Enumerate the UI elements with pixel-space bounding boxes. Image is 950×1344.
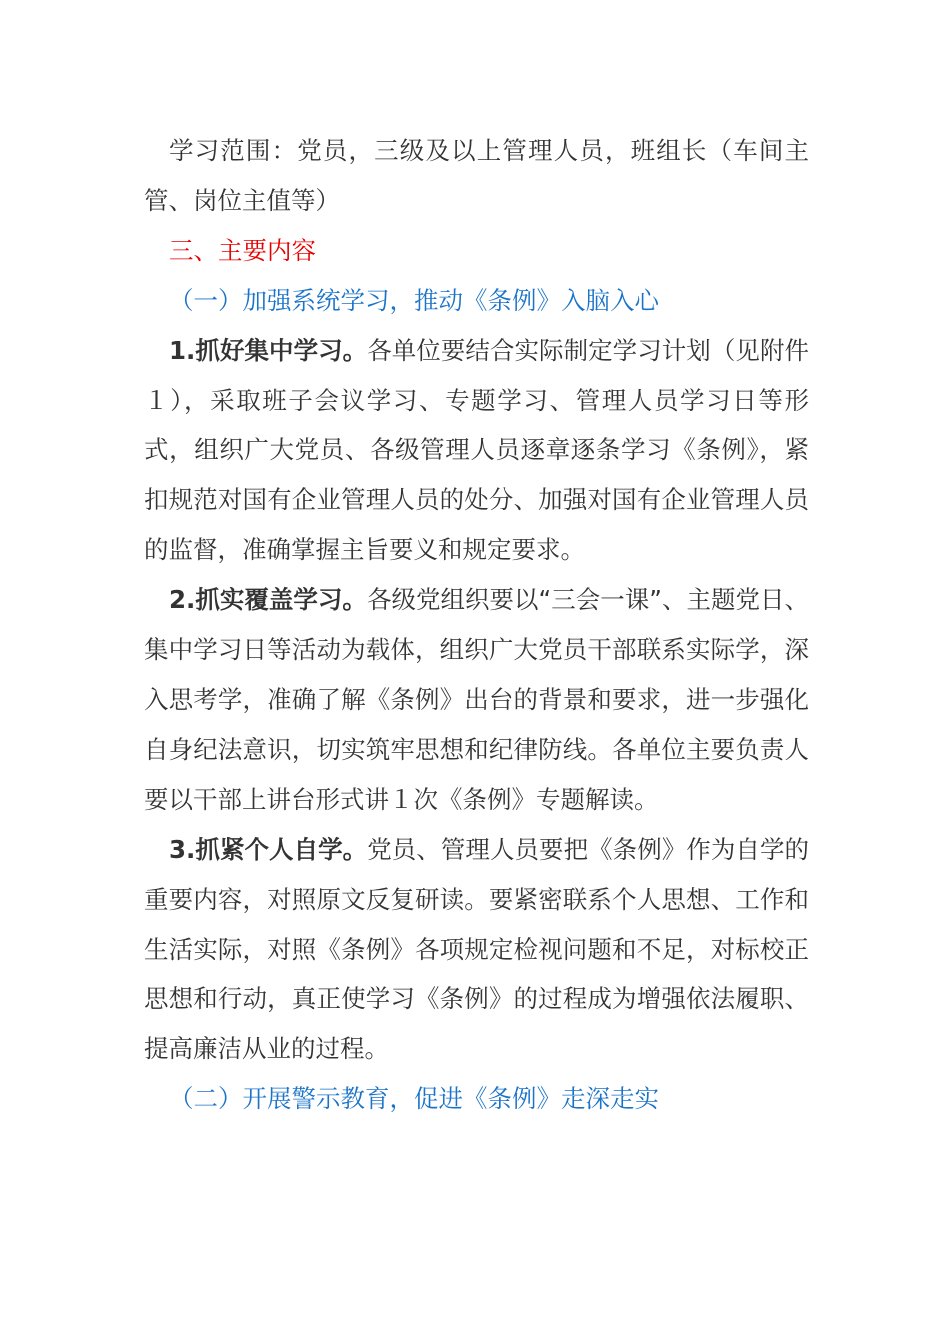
item-2-paragraph [144, 575, 809, 825]
item-3-body: 党员、管理人员要把《条例》作为自学的重要内容，对照原文反复研读。要紧密联系个人思想、工作和生活实际，对照《条例》各项规定检视问题和不足，对标校正思想和行动，真正使学习《条例》的过程成为增强依法履职、提高廉洁从业的过程。 [144, 834, 809, 1064]
item-3-paragraph [144, 825, 809, 1075]
document-body [144, 126, 809, 1124]
item-1-body: 各单位要结合实际制定学习计划（见附件１），采取班子会议学习、专题学习、管理人员学习日等形式，组织广大党员、各级管理人员逐章逐条学习《条例》，紧扣规范对国有企业管理人员的处分、加强对国有企业管理人员的监督，准确掌握主旨要义和规定要求。 [144, 335, 809, 565]
subheading-warning-education: （二）开展警示教育，促进《条例》走深走实 [169, 1084, 659, 1114]
item-2-lead: 2.抓实覆盖学习。 [169, 585, 367, 615]
section-heading-main-content: 三、主要内容 [169, 235, 316, 265]
item-1-lead: 1.抓好集中学习。 [169, 335, 368, 365]
subheading-systematic-study: （一）加强系统学习，推动《条例》入脑入心 [169, 285, 659, 315]
item-1-paragraph [144, 326, 809, 576]
study-scope-paragraph: 学习范围：党员，三级及以上管理人员，班组长（车间主管、岗位主值等） [144, 136, 809, 215]
item-2-body: 各级党组织要以“三会一课”、主题党日、集中学习日等活动为载体，组织广大党员干部联系实际学，深入思考学，准确了解《条例》出台的背景和要求，进一步强化自身纪法意识，切实筑牢思想和纪律防线。各单位主要负责人要以干部上讲台形式讲１次《条例》专题解读。 [144, 585, 809, 814]
item-3-lead: 3.抓紧个人自学。 [169, 834, 368, 864]
